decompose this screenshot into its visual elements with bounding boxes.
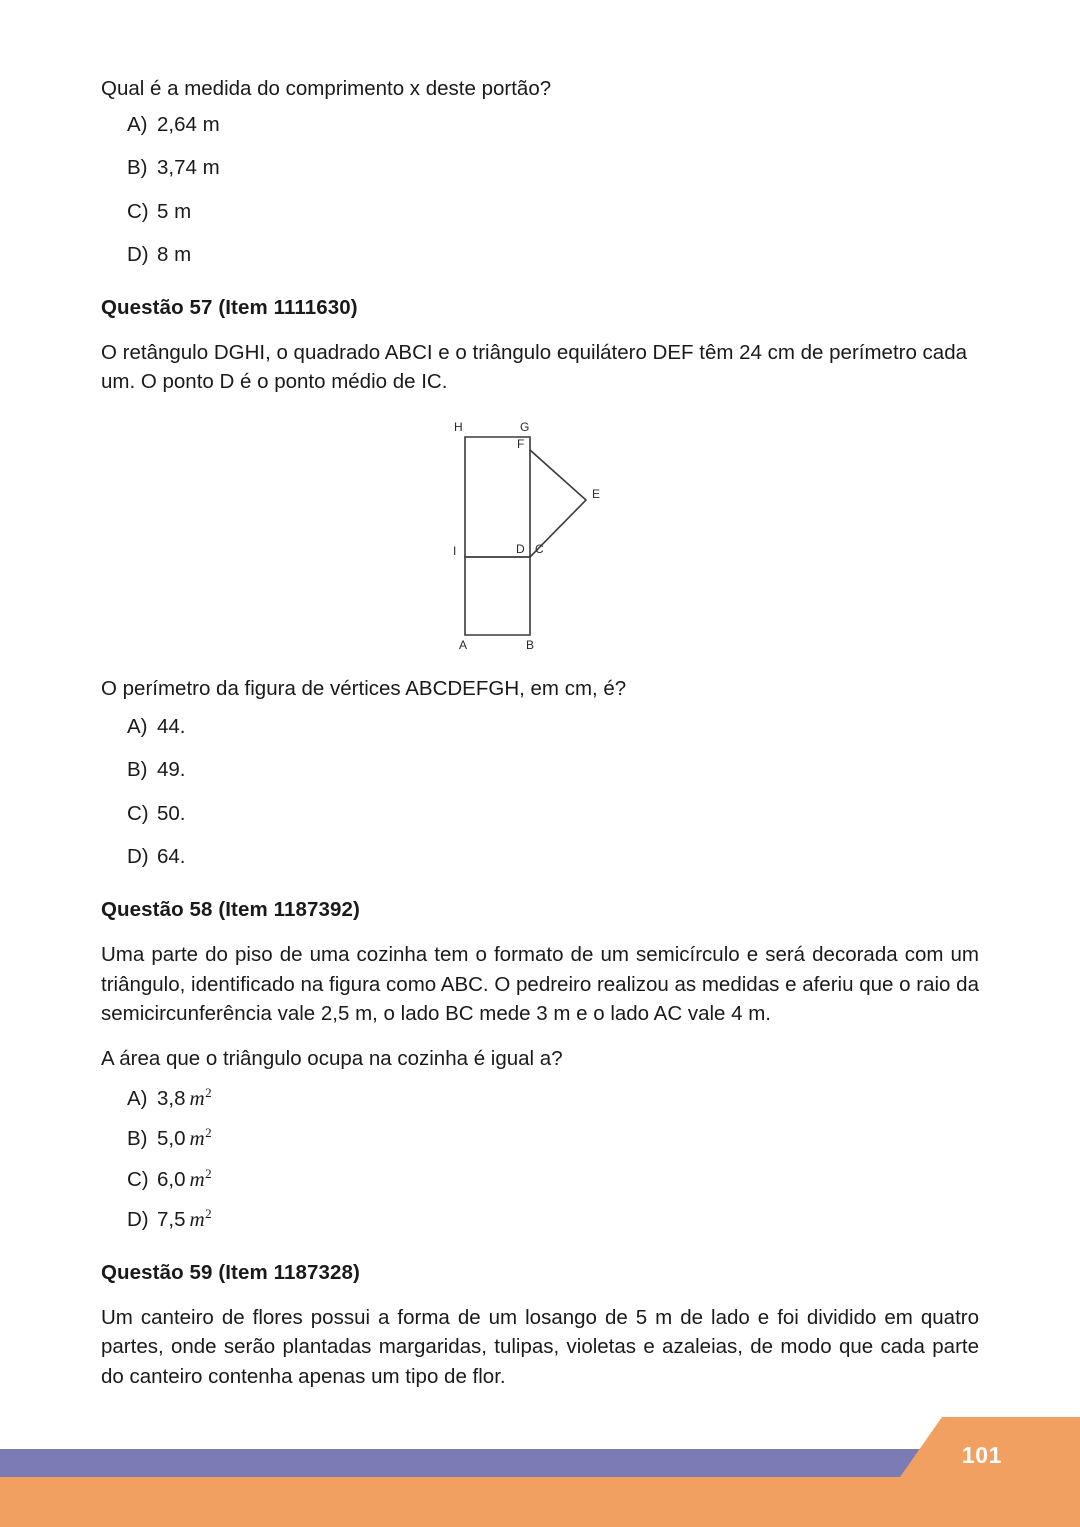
figure-label-g: G: [520, 420, 530, 435]
option-d[interactable]: [101, 1206, 979, 1232]
question-58-body: Uma parte do piso de uma cozinha tem o formato de um semicírculo e será decorada com um triângulo, identificado na figura como ABC. O pedreiro realizou as medidas e aferiu que o raio da semicircunferência vale 2,5 m, o lado BC mede 3 m e o lado AC vale 4 m.: [101, 942, 979, 1026]
option-value: 64.: [157, 845, 186, 869]
question-57-heading: Questão 57 (Item 1111630): [101, 295, 358, 319]
unit-symbol: m: [189, 1207, 205, 1232]
option-letter: C): [127, 801, 149, 825]
option-c[interactable]: [101, 1165, 979, 1191]
option-value: 3,8: [157, 1086, 186, 1110]
figure-label-b: B: [526, 638, 535, 653]
figure-vertex-labels: [453, 420, 600, 652]
option-letter: A): [127, 112, 148, 136]
question-57-options: [101, 714, 979, 869]
figure-label-a: A: [459, 638, 468, 653]
unit-square-meters: [189, 1084, 212, 1110]
unit-exponent: 2: [205, 1165, 212, 1181]
question-58-prompt: A área que o triângulo ocupa na cozinha é igual a?: [101, 1047, 563, 1071]
page-content: [101, 74, 979, 1396]
unit-symbol: m: [189, 1126, 205, 1151]
option-b[interactable]: [101, 760, 979, 781]
option-value: 44.: [157, 714, 186, 738]
unit-symbol: m: [189, 1166, 205, 1191]
question-56-options: [101, 112, 979, 267]
option-b[interactable]: [101, 158, 979, 179]
option-value: 49.: [157, 758, 186, 782]
option-a[interactable]: [101, 1084, 979, 1110]
option-letter: C): [127, 1167, 149, 1191]
geometry-figure-abcdefgh: [440, 415, 640, 660]
question-59-heading: Questão 59 (Item 1187328): [101, 1260, 360, 1284]
option-letter: D): [127, 845, 149, 869]
option-c[interactable]: [101, 199, 979, 223]
question-56-prompt: Qual é a medida do comprimento x deste portão?: [101, 77, 552, 100]
option-value: 50.: [157, 801, 186, 825]
figure-label-f: F: [517, 437, 525, 452]
figure-label-d: D: [516, 542, 525, 557]
option-letter: C): [127, 199, 149, 223]
question-57-body: O retângulo DGHI, o quadrado ABCI e o triângulo equilátero DEF têm 24 cm de perímetro cada um. O ponto D é o ponto médio de IC.: [101, 340, 968, 394]
option-value: 3,74 m: [157, 156, 220, 180]
option-a[interactable]: [101, 112, 979, 136]
question-58-options: [101, 1084, 979, 1232]
option-value: 5 m: [157, 199, 192, 223]
option-letter: D): [127, 1208, 149, 1232]
unit-square-meters: [189, 1206, 212, 1232]
question-57-prompt: O perímetro da figura de vértices ABCDEFGH, em cm, é?: [101, 677, 627, 701]
figure-label-h: H: [454, 420, 463, 435]
question-58-heading: Questão 58 (Item 1187392): [101, 897, 360, 921]
option-value: 5,0: [157, 1127, 186, 1151]
option-d[interactable]: [101, 245, 979, 266]
unit-symbol: m: [189, 1085, 205, 1110]
unit-exponent: 2: [205, 1125, 212, 1141]
unit-square-meters: [189, 1165, 212, 1191]
option-letter: D): [127, 243, 149, 267]
option-letter: B): [127, 758, 148, 782]
unit-exponent: 2: [205, 1084, 212, 1100]
option-letter: A): [127, 714, 148, 738]
figure-label-i: I: [453, 544, 457, 559]
question-57-figure-container: [101, 415, 979, 660]
option-letter: B): [127, 156, 148, 180]
option-value: 7,5: [157, 1208, 186, 1232]
figure-label-c: C: [535, 542, 544, 557]
question-59-body: Um canteiro de flores possui a forma de um losango de 5 m de lado e foi dividido em quatro partes, onde serão plantadas margaridas, tulipas, violetas e azaleias, de modo que cada parte do canteiro contenha apenas um tipo de flor.: [101, 1305, 979, 1389]
option-a[interactable]: [101, 714, 979, 738]
page-footer: [0, 1417, 1080, 1527]
option-d[interactable]: [101, 847, 979, 868]
option-value: 2,64 m: [157, 112, 220, 136]
option-value: 6,0: [157, 1167, 186, 1191]
option-c[interactable]: [101, 801, 979, 825]
footer-orange-band: [0, 1477, 1080, 1527]
unit-exponent: 2: [205, 1206, 212, 1222]
page-number: 101: [961, 1442, 1002, 1468]
option-value: 8 m: [157, 243, 192, 267]
option-letter: B): [127, 1127, 148, 1151]
option-b[interactable]: [101, 1125, 979, 1151]
option-letter: A): [127, 1086, 148, 1110]
unit-square-meters: [189, 1125, 212, 1151]
figure-label-e: E: [592, 487, 601, 502]
